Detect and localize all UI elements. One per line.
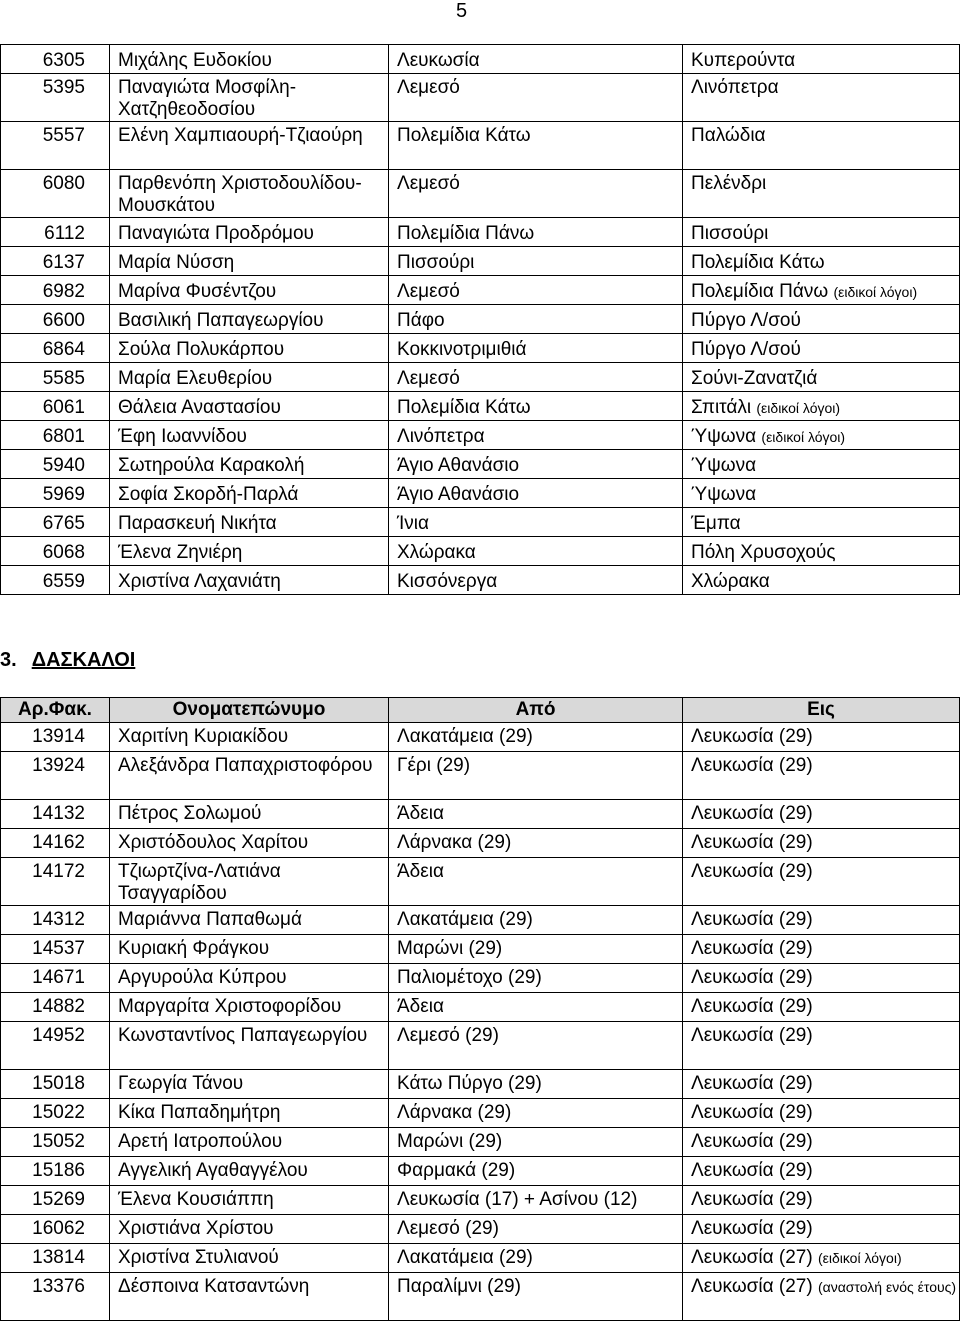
- to-value: Ύψωνα: [691, 484, 757, 505]
- section-number: 3.: [0, 649, 17, 671]
- table-row: [1, 1186, 960, 1215]
- to-value: Κυπερούντα: [691, 50, 796, 71]
- teachers-table: [0, 697, 960, 1321]
- to-cell: [683, 1022, 960, 1070]
- to-cell: [683, 566, 960, 595]
- table-row: [1, 508, 960, 537]
- from-cell: Λακατάμεια (29): [389, 1244, 683, 1273]
- table-row: [1, 752, 960, 800]
- from-cell: Μαρώνι (29): [389, 1128, 683, 1157]
- to-cell: [683, 45, 960, 74]
- to-cell: [683, 363, 960, 392]
- table-row: [1, 1070, 960, 1099]
- table-row: [1, 993, 960, 1022]
- header-to: Εις: [683, 698, 960, 723]
- to-value: Λευκωσία (29): [691, 832, 813, 853]
- reason-note: (αναστολή ενός έτους): [817, 1279, 957, 1295]
- section-heading: [0, 648, 135, 672]
- to-cell: [683, 421, 960, 450]
- to-cell: [683, 723, 960, 752]
- name-cell: Χαριτίνη Κυριακίδου: [110, 723, 389, 752]
- from-cell: Λακατάμεια (29): [389, 906, 683, 935]
- to-value: Λευκωσία (29): [691, 803, 813, 824]
- from-cell: Λακατάμεια (29): [389, 723, 683, 752]
- to-value: Λευκωσία (29): [691, 1073, 813, 1094]
- from-cell: Πάφο: [389, 305, 683, 334]
- to-value: Χλώρακα: [691, 571, 770, 592]
- header-name: Ονοματεπώνυμο: [110, 698, 389, 723]
- name-cell: Πέτρος Σολωμού: [110, 800, 389, 829]
- from-cell: Λάρνακα (29): [389, 1099, 683, 1128]
- name-cell: Δέσποινα Κατσαντώνη: [110, 1273, 389, 1321]
- from-cell: Πισσούρι: [389, 247, 683, 276]
- from-cell: Φαρμακά (29): [389, 1157, 683, 1186]
- reason-note: (ειδικοί λόγοι): [761, 429, 846, 445]
- file-number-cell: 5557: [1, 122, 110, 170]
- to-cell: [683, 906, 960, 935]
- table-row: [1, 566, 960, 595]
- name-cell: Σωτηρούλα Καρακολή: [110, 450, 389, 479]
- name-cell: Σοφία Σκορδή-Παρλά: [110, 479, 389, 508]
- to-value: Λευκωσία (29): [691, 1160, 813, 1181]
- to-value: Λευκωσία (29): [691, 1025, 813, 1046]
- file-number-cell: 13376: [1, 1273, 110, 1321]
- from-cell: Άδεια: [389, 858, 683, 906]
- to-cell: [683, 829, 960, 858]
- table-row: [1, 479, 960, 508]
- to-value: Παλώδια: [691, 125, 766, 146]
- file-number-cell: 5395: [1, 74, 110, 122]
- from-cell: Άγιο Αθανάσιο: [389, 450, 683, 479]
- header-from: Από: [389, 698, 683, 723]
- to-cell: [683, 276, 960, 305]
- to-value: Λευκωσία (29): [691, 938, 813, 959]
- to-cell: [683, 334, 960, 363]
- to-value: Λευκωσία (29): [691, 1218, 813, 1239]
- table-row: [1, 334, 960, 363]
- from-cell: Πολεμίδια Κάτω: [389, 122, 683, 170]
- from-cell: Κοκκινοτριμιθιά: [389, 334, 683, 363]
- table-row: [1, 800, 960, 829]
- to-value: Λινόπετρα: [691, 77, 779, 98]
- table-row: [1, 935, 960, 964]
- table-row: [1, 170, 960, 218]
- to-value: Λευκωσία (29): [691, 967, 813, 988]
- file-number-cell: 6137: [1, 247, 110, 276]
- name-cell: Βασιλική Παπαγεωργίου: [110, 305, 389, 334]
- name-cell: Έλενα Ζηνιέρη: [110, 537, 389, 566]
- to-cell: [683, 450, 960, 479]
- from-cell: Λεμεσό: [389, 170, 683, 218]
- from-cell: Παλιομέτοχο (29): [389, 964, 683, 993]
- to-value: Λευκωσία (29): [691, 861, 813, 882]
- from-cell: Λευκωσία: [389, 45, 683, 74]
- from-cell: Ίνια: [389, 508, 683, 537]
- to-value: Λευκωσία (29): [691, 755, 813, 776]
- name-cell: Θάλεια Αναστασίου: [110, 392, 389, 421]
- to-cell: [683, 858, 960, 906]
- to-value: Έμπα: [691, 513, 741, 534]
- name-cell: Έφη Ιωαννίδου: [110, 421, 389, 450]
- to-value: Λευκωσία (27): [691, 1247, 813, 1268]
- to-cell: [683, 122, 960, 170]
- file-number-cell: 6765: [1, 508, 110, 537]
- name-cell: Αρετή Ιατροπούλου: [110, 1128, 389, 1157]
- name-cell: Μιχάλης Ευδοκίου: [110, 45, 389, 74]
- to-cell: [683, 1186, 960, 1215]
- file-number-cell: 14671: [1, 964, 110, 993]
- to-cell: [683, 74, 960, 122]
- table-row: [1, 276, 960, 305]
- to-value: Πύργο Λ/σού: [691, 310, 801, 331]
- to-value: Λευκωσία (29): [691, 1189, 813, 1210]
- name-cell: Αγγελική Αγαθαγγέλου: [110, 1157, 389, 1186]
- name-cell: Μαρία Νύσση: [110, 247, 389, 276]
- header-file-number: Αρ.Φακ.: [1, 698, 110, 723]
- file-number-cell: 14312: [1, 906, 110, 935]
- name-cell: Χριστίνα Στυλιανού: [110, 1244, 389, 1273]
- file-number-cell: 13914: [1, 723, 110, 752]
- file-number-cell: 6600: [1, 305, 110, 334]
- table-row: [1, 122, 960, 170]
- table-row: [1, 305, 960, 334]
- name-cell: Παναγιώτα Προδρόμου: [110, 218, 389, 247]
- from-cell: Άδεια: [389, 800, 683, 829]
- to-value: Πύργο Λ/σού: [691, 339, 801, 360]
- name-cell: Παρθενόπη Χριστοδουλίδου-Μουσκάτου: [110, 170, 389, 218]
- table-row: [1, 1273, 960, 1321]
- table-row: [1, 1128, 960, 1157]
- file-number-cell: 14162: [1, 829, 110, 858]
- name-cell: Μαργαρίτα Χριστοφορίδου: [110, 993, 389, 1022]
- to-cell: [683, 752, 960, 800]
- to-cell: [683, 1244, 960, 1273]
- table-row: [1, 1215, 960, 1244]
- to-value: Λευκωσία (29): [691, 1102, 813, 1123]
- table-row: [1, 906, 960, 935]
- name-cell: Τζιωρτζίνα-Λατιάνα Τσαγγαρίδου: [110, 858, 389, 906]
- table-row: [1, 450, 960, 479]
- table-row: [1, 421, 960, 450]
- name-cell: Παναγιώτα Μοσφίλη-Χατζηθεοδοσίου: [110, 74, 389, 122]
- table-row: [1, 363, 960, 392]
- name-cell: Γεωργία Τάνου: [110, 1070, 389, 1099]
- file-number-cell: 14172: [1, 858, 110, 906]
- to-cell: [683, 1215, 960, 1244]
- file-number-cell: 15186: [1, 1157, 110, 1186]
- table-row: [1, 247, 960, 276]
- file-number-cell: 14952: [1, 1022, 110, 1070]
- to-value: Πολεμίδια Πάνω: [691, 281, 829, 302]
- from-cell: Μαρώνι (29): [389, 935, 683, 964]
- from-cell: Λεμεσό: [389, 74, 683, 122]
- to-cell: [683, 170, 960, 218]
- to-value: Λευκωσία (27): [691, 1276, 813, 1297]
- from-cell: Λάρνακα (29): [389, 829, 683, 858]
- file-number-cell: 15018: [1, 1070, 110, 1099]
- to-cell: [683, 508, 960, 537]
- from-cell: Λινόπετρα: [389, 421, 683, 450]
- name-cell: Χριστίνα Λαχανιάτη: [110, 566, 389, 595]
- to-value: Λευκωσία (29): [691, 1131, 813, 1152]
- table-row: [1, 964, 960, 993]
- from-cell: Λεμεσό (29): [389, 1022, 683, 1070]
- from-cell: Χλώρακα: [389, 537, 683, 566]
- to-cell: [683, 993, 960, 1022]
- table-row: [1, 537, 960, 566]
- to-value: Ύψωνα: [691, 426, 757, 447]
- table-row: [1, 1022, 960, 1070]
- page-number: 5: [456, 0, 468, 22]
- from-cell: Λεμεσό: [389, 363, 683, 392]
- to-cell: [683, 305, 960, 334]
- to-cell: [683, 1070, 960, 1099]
- to-cell: [683, 247, 960, 276]
- to-cell: [683, 537, 960, 566]
- name-cell: Αργυρούλα Κύπρου: [110, 964, 389, 993]
- file-number-cell: 5940: [1, 450, 110, 479]
- file-number-cell: 5585: [1, 363, 110, 392]
- to-cell: [683, 1128, 960, 1157]
- from-cell: Λεμεσό: [389, 276, 683, 305]
- transfers-table: [0, 44, 960, 595]
- name-cell: Αλεξάνδρα Παπαχριστοφόρου: [110, 752, 389, 800]
- reason-note: (ειδικοί λόγοι): [756, 400, 841, 416]
- name-cell: Μαριάννα Παπαθωμά: [110, 906, 389, 935]
- reason-note: (ειδικοί λόγοι): [833, 284, 918, 300]
- table-row: [1, 858, 960, 906]
- table-row: [1, 392, 960, 421]
- table-row: [1, 723, 960, 752]
- from-cell: Κάτω Πύργο (29): [389, 1070, 683, 1099]
- file-number-cell: 14882: [1, 993, 110, 1022]
- to-value: Πελένδρι: [691, 173, 767, 194]
- to-cell: [683, 392, 960, 421]
- name-cell: Παρασκευή Νικήτα: [110, 508, 389, 537]
- name-cell: Κυριακή Φράγκου: [110, 935, 389, 964]
- to-value: Πολεμίδια Κάτω: [691, 252, 825, 273]
- from-cell: Πολεμίδια Πάνω: [389, 218, 683, 247]
- name-cell: Μαρίνα Φυσέντζου: [110, 276, 389, 305]
- file-number-cell: 6068: [1, 537, 110, 566]
- file-number-cell: 6559: [1, 566, 110, 595]
- from-cell: Κισσόνεργα: [389, 566, 683, 595]
- file-number-cell: 15022: [1, 1099, 110, 1128]
- to-value: Σπιτάλι: [691, 397, 752, 418]
- name-cell: Χριστόδουλος Χαρίτου: [110, 829, 389, 858]
- name-cell: Κίκα Παπαδημήτρη: [110, 1099, 389, 1128]
- to-value: Λευκωσία (29): [691, 909, 813, 930]
- from-cell: Λευκωσία (17) + Ασίνου (12): [389, 1186, 683, 1215]
- table-row: [1, 829, 960, 858]
- file-number-cell: 14132: [1, 800, 110, 829]
- file-number-cell: 6061: [1, 392, 110, 421]
- file-number-cell: 6864: [1, 334, 110, 363]
- file-number-cell: 15269: [1, 1186, 110, 1215]
- file-number-cell: 6305: [1, 45, 110, 74]
- header-row: [1, 698, 960, 723]
- to-cell: [683, 218, 960, 247]
- to-cell: [683, 1273, 960, 1321]
- name-cell: Μαρία Ελευθερίου: [110, 363, 389, 392]
- to-cell: [683, 479, 960, 508]
- file-number-cell: 14537: [1, 935, 110, 964]
- table-row: [1, 45, 960, 74]
- section-title: ΔΑΣΚΑΛΟΙ: [31, 649, 136, 671]
- file-number-cell: 6112: [1, 218, 110, 247]
- file-number-cell: 15052: [1, 1128, 110, 1157]
- from-cell: Γέρι (29): [389, 752, 683, 800]
- from-cell: Άδεια: [389, 993, 683, 1022]
- table-row: [1, 218, 960, 247]
- to-cell: [683, 1099, 960, 1128]
- from-cell: Λεμεσό (29): [389, 1215, 683, 1244]
- to-value: Σούνι-Ζανατζιά: [691, 368, 818, 389]
- from-cell: Πολεμίδια Κάτω: [389, 392, 683, 421]
- from-cell: Παραλίμνι (29): [389, 1273, 683, 1321]
- file-number-cell: 5969: [1, 479, 110, 508]
- to-value: Πισσούρι: [691, 223, 769, 244]
- to-value: Λευκωσία (29): [691, 726, 813, 747]
- name-cell: Κωνσταντίνος Παπαγεωργίου: [110, 1022, 389, 1070]
- file-number-cell: 6801: [1, 421, 110, 450]
- file-number-cell: 13924: [1, 752, 110, 800]
- table-row: [1, 1157, 960, 1186]
- from-cell: Άγιο Αθανάσιο: [389, 479, 683, 508]
- reason-note: (ειδικοί λόγοι): [817, 1250, 902, 1266]
- to-cell: [683, 935, 960, 964]
- name-cell: Σούλα Πολυκάρπου: [110, 334, 389, 363]
- table-row: [1, 1099, 960, 1128]
- name-cell: Χριστιάνα Χρίστου: [110, 1215, 389, 1244]
- to-cell: [683, 800, 960, 829]
- table-row: [1, 74, 960, 122]
- table-row: [1, 1244, 960, 1273]
- to-value: Πόλη Χρυσοχούς: [691, 542, 836, 563]
- file-number-cell: 16062: [1, 1215, 110, 1244]
- file-number-cell: 6982: [1, 276, 110, 305]
- to-value: Λευκωσία (29): [691, 996, 813, 1017]
- to-cell: [683, 1157, 960, 1186]
- to-value: Ύψωνα: [691, 455, 757, 476]
- file-number-cell: 13814: [1, 1244, 110, 1273]
- file-number-cell: 6080: [1, 170, 110, 218]
- name-cell: Έλενα Κουσιάππη: [110, 1186, 389, 1215]
- name-cell: Ελένη Χαμπιαουρή-Τζιαούρη: [110, 122, 389, 170]
- to-cell: [683, 964, 960, 993]
